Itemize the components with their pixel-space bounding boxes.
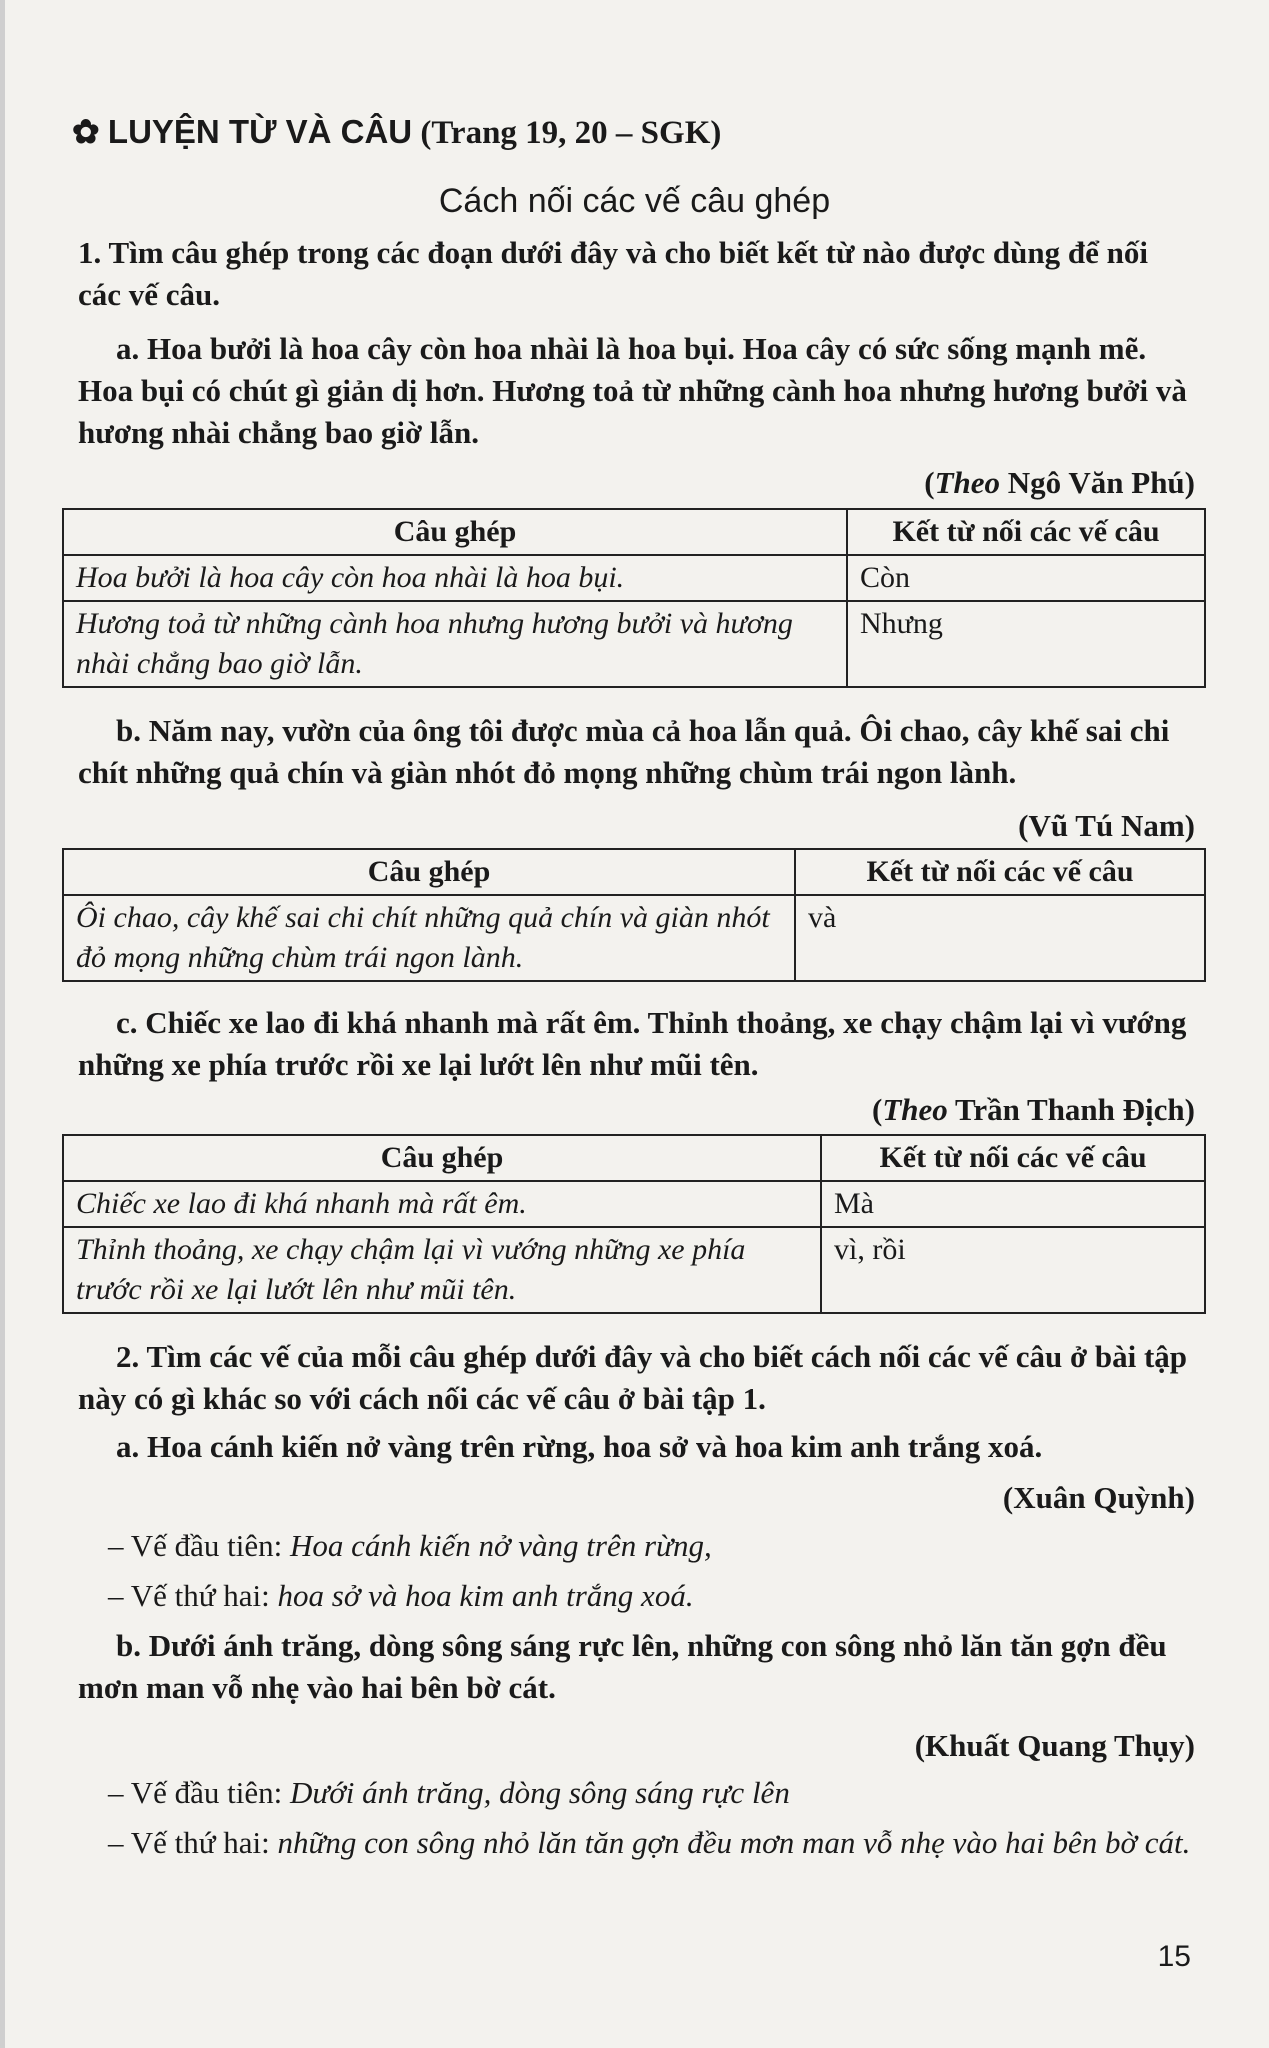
exercise-1b-source: (Vũ Tú Nam)	[1018, 808, 1195, 843]
flower-bullet-icon: ✿	[72, 115, 100, 151]
table-header: Câu ghép	[63, 1135, 821, 1181]
page-edge	[0, 0, 5, 2048]
source-author: Ngô Văn Phú	[1007, 465, 1185, 500]
exercise-1b-text: b. Năm nay, vườn của ông tôi được mùa cả hoa lẫn quả. Ôi chao, cây khế sai chi chít những quả chín và giàn nhót đỏ mọng những chùm trái ngon lành.	[78, 713, 1170, 790]
clause-label: – Vế thứ hai:	[108, 1578, 270, 1613]
table-cell: Mà	[821, 1181, 1205, 1227]
exercise-2b-clause-1	[108, 1772, 1198, 1814]
exercise-1a-text: a. Hoa bưởi là hoa cây còn hoa nhài là hoa bụi. Hoa cây có sức sống mạnh mẽ. Hoa bụi có chút gì giản dị hơn. Hương toả từ những cành hoa nhưng hương bưởi và hương nhài chẳng bao giờ lẫn.	[78, 331, 1187, 450]
exercise-2-prompt: 2. Tìm các vế của mỗi câu ghép dưới đây và cho biết cách nối các vế câu ở bài tập này có gì khác so với cách nối các vế câu ở bài tập 1.	[78, 1339, 1188, 1416]
clause-label: – Vế đầu tiên:	[108, 1528, 283, 1563]
table-row	[63, 601, 1205, 687]
clause-text: Hoa cánh kiến nở vàng trên rừng,	[289, 1528, 712, 1563]
exercise-1c-source: (Theo Trần Thanh Địch)	[871, 1092, 1195, 1127]
table-cell: Chiếc xe lao đi khá nhanh mà rất êm.	[63, 1181, 821, 1227]
clause-text: hoa sở và hoa kim anh trắng xoá.	[277, 1578, 694, 1613]
clause-label: – Vế đầu tiên:	[108, 1775, 283, 1810]
table-cell: Thỉnh thoảng, xe chạy chậm lại vì vướng những xe phía trước rồi xe lại lướt lên như mũi tên.	[63, 1227, 821, 1313]
table-1a	[62, 508, 1206, 688]
table-cell: và	[795, 895, 1205, 981]
exercise-1a-source: (Theo Ngô Văn Phú)	[924, 465, 1195, 500]
clause-text: Dưới ánh trăng, dòng sông sáng rực lên	[289, 1775, 790, 1810]
table-cell: vì, rồi	[821, 1227, 1205, 1313]
table-row	[63, 555, 1205, 601]
table-header: Kết từ nối các vế câu	[847, 509, 1205, 555]
table-header: Kết từ nối các vế câu	[821, 1135, 1205, 1181]
exercise-2a-clause-1	[108, 1525, 1198, 1567]
exercise-2b-source: (Khuất Quang Thụy)	[914, 1728, 1195, 1763]
source-theo: Theo	[934, 465, 1001, 500]
table-header: Câu ghép	[63, 509, 847, 555]
source-theo: Theo	[882, 1092, 948, 1127]
table-cell: Nhưng	[847, 601, 1205, 687]
exercise-2b-text: b. Dưới ánh trăng, dòng sông sáng rực lên, những con sông nhỏ lăn tăn gợn đều mơn man vỗ nhẹ vào hai bên bờ cát.	[78, 1628, 1167, 1705]
exercise-2a-source: (Xuân Quỳnh)	[1002, 1480, 1195, 1515]
table-header: Câu ghép	[63, 849, 795, 895]
exercise-2a-clause-2	[108, 1575, 1198, 1617]
section-title: LUYỆN TỪ VÀ CÂU	[107, 113, 413, 150]
source-author: Trần Thanh Địch	[954, 1092, 1185, 1127]
page-number: 15	[1157, 1940, 1191, 1973]
exercise-1-prompt: 1. Tìm câu ghép trong các đoạn dưới đây và cho biết kết từ nào được dùng để nối các vế câu.	[78, 235, 1148, 312]
table-1b	[62, 848, 1206, 982]
clause-label: – Vế thứ hai:	[108, 1825, 270, 1860]
table-cell: Còn	[847, 555, 1205, 601]
section-reference: (Trang 19, 20 – SGK)	[420, 115, 722, 151]
table-cell: Hương toả từ những cành hoa nhưng hương bưởi và hương nhài chẳng bao giờ lẫn.	[63, 601, 847, 687]
lesson-title: Cách nối các vế câu ghép	[438, 182, 831, 220]
exercise-1c-text: c. Chiếc xe lao đi khá nhanh mà rất êm. Thỉnh thoảng, xe chạy chậm lại vì vướng những xe phía trước rồi xe lại lướt lên như mũi tên.	[78, 1005, 1187, 1082]
table-cell: Ôi chao, cây khế sai chi chít những quả chín và giàn nhót đỏ mọng những chùm trái ngon lành.	[63, 895, 795, 981]
table-row	[63, 1181, 1205, 1227]
clause-text: những con sông nhỏ lăn tăn gợn đều mơn man vỗ nhẹ vào hai bên bờ cát.	[277, 1825, 1191, 1860]
table-cell: Hoa bưởi là hoa cây còn hoa nhài là hoa bụi.	[63, 555, 847, 601]
exercise-2a-text: a. Hoa cánh kiến nở vàng trên rừng, hoa sở và hoa kim anh trắng xoá.	[116, 1429, 1043, 1464]
table-row	[63, 895, 1205, 981]
table-header: Kết từ nối các vế câu	[795, 849, 1205, 895]
table-1c	[62, 1134, 1206, 1314]
exercise-2b-clause-2	[78, 1822, 1198, 1864]
table-row	[63, 1227, 1205, 1313]
section-heading	[72, 112, 721, 152]
